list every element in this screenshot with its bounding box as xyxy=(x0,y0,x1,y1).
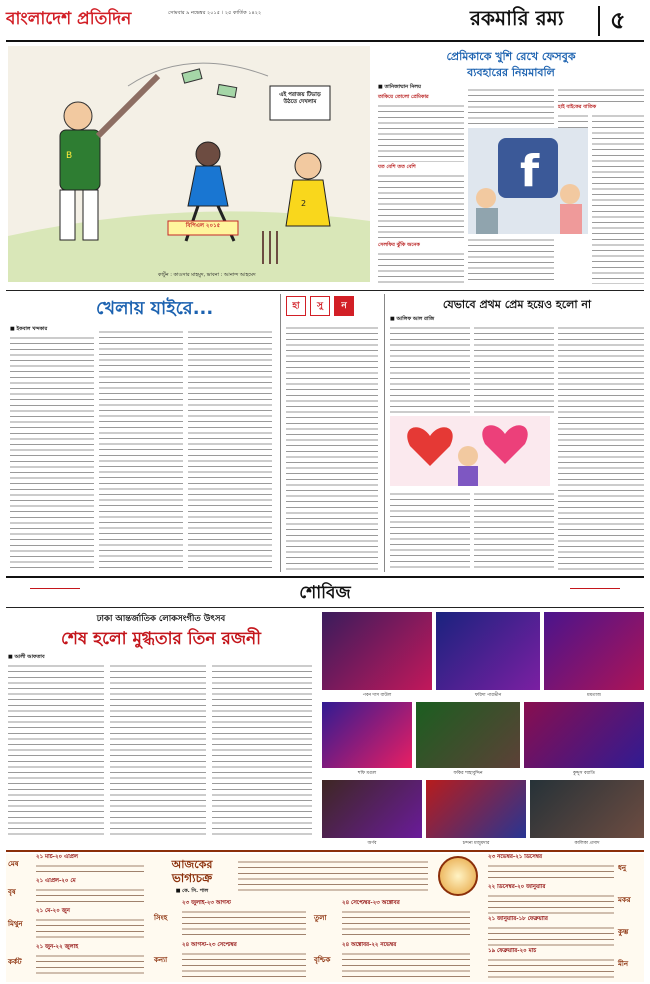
sign-mithun xyxy=(6,908,146,940)
fb-body-col3 xyxy=(558,86,644,102)
horoscope-intro xyxy=(238,858,428,894)
horoscope-author: ■ কে. সি. পাল xyxy=(175,888,209,894)
cartoon-illustration xyxy=(8,46,370,282)
sign-karkat xyxy=(6,944,146,980)
sign-makar-body xyxy=(488,892,614,914)
showbiz-col1 xyxy=(8,662,104,838)
sign-mithun-body xyxy=(36,916,144,940)
showbiz-byline: ■ আলী আফতাব xyxy=(8,654,45,660)
sign-dhanu-body xyxy=(488,862,614,882)
sign-brishchik-dates: ২৪ অক্টোবর-২২ নভেম্বর xyxy=(342,942,397,948)
sign-mesh-body xyxy=(36,862,144,876)
sign-meen-name: মীন xyxy=(618,960,629,968)
showbiz-col3 xyxy=(212,662,312,838)
khelay-col1 xyxy=(10,334,94,568)
showbiz-col2 xyxy=(110,662,206,838)
caption-9: কালিকা প্রসাদ xyxy=(574,841,600,846)
sign-meen-body xyxy=(488,956,614,978)
photo-3 xyxy=(544,612,644,690)
sign-meen xyxy=(484,948,644,980)
prem-col2b xyxy=(474,490,554,570)
sign-karkat-body xyxy=(36,952,144,978)
sign-mesh xyxy=(6,854,146,876)
photo-2 xyxy=(436,612,540,690)
sign-kumbha xyxy=(484,916,644,946)
fb-body-col2 xyxy=(468,86,554,126)
khelay-article xyxy=(6,292,276,572)
sign-tula xyxy=(312,900,472,938)
sign-karkat-dates: ২১ জুন-২২ জুলাই xyxy=(36,944,79,950)
fb-sub-1: তাকিয়ে তোলো প্রেমিকার xyxy=(378,94,429,100)
sign-brishchik xyxy=(312,942,472,980)
sign-mithun-dates: ২১ মে-২০ জুন xyxy=(36,908,70,914)
fb-sub-2: যত বেশি তত বেশি xyxy=(378,164,416,170)
horoscope-title-2: ভাগ্যচক্র xyxy=(171,871,213,885)
fb-headline-1: প্রেমিকাকে খুশি রেখে ফেসবুক xyxy=(446,50,576,63)
photo-5 xyxy=(416,702,520,768)
rule-1 xyxy=(6,290,644,291)
sign-makar-name: মকর xyxy=(618,896,631,904)
prem-illustration xyxy=(390,416,550,486)
fb-body-col1 xyxy=(378,102,464,162)
sign-meen-dates: ১৯ ফেব্রুয়ারি-২০ মার্চ xyxy=(488,948,537,954)
vrule-2 xyxy=(384,294,385,572)
showbiz-banner xyxy=(0,580,650,606)
cartoon-credit: কাৰ্টুন : কাওসার মাহমুদ, ভাবনা : আনান্দ আহমেদ xyxy=(158,272,256,278)
rule-3 xyxy=(6,607,644,608)
fb-body-col2b xyxy=(468,236,554,284)
khelay-byline: ■ ইকবাল খন্দকার xyxy=(10,326,48,332)
sign-karkat-name: কর্কট xyxy=(8,958,22,966)
caption-3: মমতাজ xyxy=(587,693,601,698)
sign-brish-name: বৃষ xyxy=(8,888,16,896)
rule-4 xyxy=(6,850,644,852)
header-rule xyxy=(6,40,644,42)
sign-brishchik-body xyxy=(342,950,470,978)
horoscope xyxy=(6,854,644,982)
prem-byline: ■ আলিফ আল রাজি xyxy=(390,316,435,322)
svg-text:B: B xyxy=(66,151,73,161)
sign-singha-dates: ২৩ জুলাই-২৩ আগস্ট xyxy=(182,900,231,906)
khelay-headline: খেলায় যাইরে... xyxy=(96,298,214,319)
prem-col3 xyxy=(558,324,644,570)
sign-kumbha-name: কুম্ভ xyxy=(618,928,629,936)
caption-2: ফরিদা পারভীন xyxy=(474,693,502,698)
masthead xyxy=(0,0,650,46)
svg-text:2: 2 xyxy=(301,199,307,208)
sign-kanya-dates: ২৪ আগস্ট-২৩ সেপ্টেম্বর xyxy=(182,942,237,948)
sign-dhanu-dates: ২৩ নভেম্বর-২১ ডিসেম্বর xyxy=(488,854,542,860)
fb-body-col1b xyxy=(378,172,464,240)
prem-col2 xyxy=(474,324,554,414)
sign-brish xyxy=(6,878,146,906)
sign-tula-body xyxy=(342,908,470,936)
header-divider xyxy=(598,6,600,36)
zodiac-wheel-icon xyxy=(438,856,478,896)
fb-body-col1c xyxy=(378,250,464,284)
prem-headline: যেভাবে প্রথম প্রেম হয়েও হলো না xyxy=(442,298,592,311)
hasun-box xyxy=(284,294,380,572)
showbiz-ornament-right xyxy=(570,588,620,589)
photo-6 xyxy=(524,702,644,768)
showbiz-ornament-left xyxy=(30,588,80,589)
sign-brishchik-name: বৃশ্চিক xyxy=(314,956,331,964)
prem-article xyxy=(388,294,646,572)
caption-6: কুদ্দুস বয়াতি xyxy=(572,771,595,776)
caption-7: অর্ণব xyxy=(367,841,377,846)
caption-1: পবন দাস বাউল xyxy=(362,693,392,698)
section-title: রকমারি রম্য xyxy=(470,6,564,30)
sign-dhanu-name: ধনু xyxy=(618,864,627,872)
sign-makar-dates: ২২ ডিসেম্বর-২০ জানুয়ারি xyxy=(488,884,546,890)
showbiz-article xyxy=(6,610,316,840)
sign-mesh-dates: ২১ মার্চ-২০ এপ্রিল xyxy=(36,854,78,860)
sign-dhanu xyxy=(484,854,644,882)
caption-5: ফকির শাহাবুদ্দিন xyxy=(453,771,483,776)
khelay-col2 xyxy=(99,328,183,568)
cartoon-sign: এই পরাজয় টিভাড় উঠতে দেখলাম xyxy=(279,92,321,105)
caption-8: চন্দনা মজুমদার xyxy=(462,841,490,846)
vrule-1 xyxy=(280,294,281,572)
fb-sub-3: সেলফির ঝুঁকি অনেক xyxy=(378,242,420,248)
sign-makar xyxy=(484,884,644,914)
photo-9 xyxy=(530,780,644,838)
photo-1 xyxy=(322,612,432,690)
fb-body-col3c xyxy=(558,112,588,128)
sign-kanya xyxy=(152,942,308,980)
cartoon xyxy=(8,46,370,282)
sign-singha-name: সিংহ xyxy=(154,914,168,922)
prem-col1b xyxy=(390,490,470,570)
fb-article xyxy=(376,46,646,286)
photo-7 xyxy=(322,780,422,838)
sign-mesh-name: মেষ xyxy=(8,860,19,868)
sign-singha-body xyxy=(182,908,306,936)
sign-brish-body xyxy=(36,886,144,906)
horoscope-title-1: আজকের xyxy=(171,858,213,871)
sign-kanya-name: কন্যা xyxy=(154,956,168,964)
sign-kumbha-dates: ২১ জানুয়ারি-১৮ ফেব্রুয়ারি xyxy=(488,916,548,922)
hasun-letter-1: হা xyxy=(286,296,306,316)
caption-4: শফি মণ্ডল xyxy=(357,771,377,776)
fb-byline: ■ তানিজাম্মান নিলয় xyxy=(378,84,421,90)
sign-kanya-body xyxy=(182,950,306,978)
rule-2 xyxy=(6,576,644,578)
fb-headline-2: ব্যবহারের নিয়মাবলি xyxy=(467,66,555,79)
hasun-letter-2: সু xyxy=(310,296,330,316)
photo-4 xyxy=(322,702,412,768)
page-number: ৫ xyxy=(610,6,626,34)
paper-name: বাংলাদেশ প্রতিদিন xyxy=(6,9,132,29)
svg-text:f: f xyxy=(520,146,540,197)
hasun-body xyxy=(286,324,378,570)
prem-col1 xyxy=(390,324,470,414)
hasun-letter-3: ন xyxy=(334,296,354,316)
sign-mithun-name: মিথুন xyxy=(8,920,23,928)
khelay-col3 xyxy=(188,328,272,568)
sign-kumbha-body xyxy=(488,924,614,946)
sign-tula-name: তুলা xyxy=(314,914,327,922)
date-line: সোমবার ৯ নভেম্বর ২০১৫ । ২৫ কার্তিক ১৪২২ xyxy=(168,10,262,16)
fb-illustration xyxy=(468,128,588,234)
sign-brish-dates: ২১ এপ্রিল-২০ মে xyxy=(36,878,76,884)
sign-singha xyxy=(152,900,308,938)
showbiz-section: শোবিজ xyxy=(299,583,351,603)
showbiz-kicker: ঢাকা আন্তর্জাতিক লোকসংগীত উৎসব xyxy=(96,614,226,624)
photo-8 xyxy=(426,780,526,838)
showbiz-headline: শেষ হলো মুগ্ধতার তিন রজনী xyxy=(60,629,262,649)
fb-sub-4: হাই বাইকের বাতিক xyxy=(558,104,597,110)
fb-body-col3b xyxy=(592,112,644,284)
cartoon-banner: বিপিএল ২০১৫ xyxy=(185,223,221,229)
sign-tula-dates: ২৪ সেপ্টেম্বর-২৩ অক্টোবর xyxy=(342,900,400,906)
